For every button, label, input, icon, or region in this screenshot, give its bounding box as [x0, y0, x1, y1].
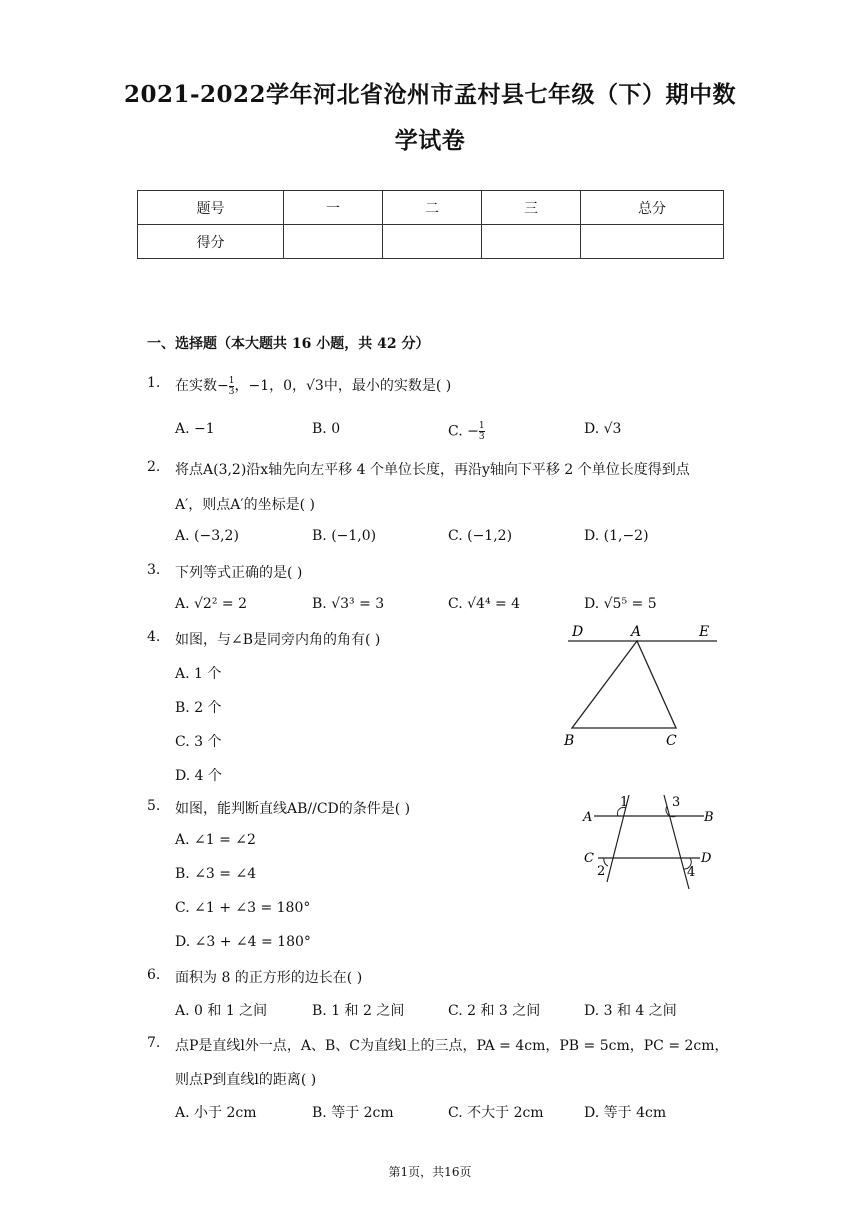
- label-3: 3: [672, 795, 681, 810]
- fraction: [479, 421, 485, 442]
- option-a[interactable]: A. (−3,2): [175, 528, 239, 544]
- option-c[interactable]: [448, 421, 485, 442]
- score-header-cell: 三: [482, 191, 581, 225]
- option-c[interactable]: C. √4⁴ = 4: [448, 596, 521, 612]
- title-line-1: 2021-2022学年河北省沧州市孟村县七年级（下）期中数: [123, 81, 737, 108]
- question-text-part: ，−1，0，√3中，最小的实数是( ): [234, 378, 452, 394]
- option-a[interactable]: A. √2² = 2: [175, 596, 247, 612]
- score-table: [137, 190, 724, 259]
- option-c[interactable]: C. (−1,2): [448, 528, 513, 544]
- question-number: 6.: [147, 967, 161, 983]
- option-c[interactable]: C. 2 和 3 之间: [448, 1003, 541, 1019]
- option-a[interactable]: A. 小于 2cm: [175, 1105, 257, 1121]
- score-cell[interactable]: [482, 225, 581, 259]
- option-d[interactable]: D. ∠3 + ∠4 = 180°: [175, 934, 311, 950]
- option-a[interactable]: A. 0 和 1 之间: [175, 1003, 268, 1019]
- question-text: 点P是直线l外一点，A、B、C为直线l上的三点，PA = 4cm，PB = 5cm，PC = 2cm，: [175, 1038, 729, 1054]
- option-d[interactable]: D. √3: [584, 421, 622, 437]
- option-a[interactable]: A. ∠1 = ∠2: [175, 832, 256, 848]
- option-b[interactable]: B. 等于 2cm: [312, 1105, 394, 1121]
- question-number: 1.: [147, 375, 161, 391]
- label-2: 2: [597, 864, 606, 879]
- question-text: 下列等式正确的是( ): [175, 565, 303, 581]
- option-d[interactable]: D. 3 和 4 之间: [584, 1003, 677, 1019]
- label-c: C: [666, 733, 677, 749]
- option-a[interactable]: A. 1 个: [175, 666, 222, 682]
- option-d[interactable]: D. (1,−2): [584, 528, 649, 544]
- question-text: 将点A(3,2)沿x轴先向左平移 4 个单位长度，再沿y轴向下平移 2 个单位长度得到点: [175, 462, 690, 478]
- label-b: B: [564, 733, 575, 749]
- question-number: 5.: [147, 798, 161, 814]
- option-b[interactable]: B. √3³ = 3: [312, 596, 385, 612]
- title-line-2: 学试卷: [394, 127, 466, 154]
- section-heading: 一、选择题（本大题共 16 小题，共 42 分）: [147, 336, 430, 352]
- question-number: 2.: [147, 459, 161, 475]
- option-b[interactable]: B. 1 和 2 之间: [312, 1003, 405, 1019]
- question-text: 如图，能判断直线AB//CD的条件是( ): [175, 801, 411, 817]
- score-header-cell: 二: [383, 191, 482, 225]
- option-c[interactable]: C. 不大于 2cm: [448, 1105, 544, 1121]
- label-a: A: [583, 810, 593, 825]
- option-b[interactable]: B. 2 个: [175, 700, 222, 716]
- question-text: 面积为 8 的正方形的边长在( ): [175, 970, 363, 986]
- fraction-numerator: 1: [228, 375, 235, 386]
- label-c: C: [584, 851, 594, 866]
- score-header-cell: 题号: [138, 191, 284, 225]
- score-cell[interactable]: [383, 225, 482, 259]
- question-number: 3.: [147, 562, 161, 578]
- option-d[interactable]: D. 等于 4cm: [584, 1105, 667, 1121]
- score-header-cell: 总分: [581, 191, 724, 225]
- question-text: 如图，与∠B是同旁内角的角有( ): [175, 632, 381, 648]
- option-c[interactable]: C. 3 个: [175, 734, 222, 750]
- question-text-part: 在实数−: [175, 378, 229, 394]
- score-table-header-row: [138, 191, 724, 225]
- parallel-lines-figure: [580, 792, 720, 892]
- label-d: D: [701, 851, 712, 866]
- score-table-score-row: [138, 225, 724, 259]
- fraction-denominator: 3: [478, 432, 485, 442]
- score-row-label: 得分: [138, 225, 284, 259]
- label-a: A: [631, 624, 642, 640]
- label-b: B: [704, 810, 714, 825]
- question-text: [175, 375, 451, 397]
- page-footer: 第1页，共16页: [388, 1165, 472, 1179]
- label-4: 4: [687, 865, 696, 880]
- option-d[interactable]: D. 4 个: [175, 768, 222, 784]
- option-a[interactable]: A. −1: [175, 421, 215, 437]
- option-text: C. −: [448, 423, 479, 440]
- question-number: 4.: [147, 629, 161, 645]
- fraction-denominator: 3: [228, 386, 235, 397]
- option-c[interactable]: C. ∠1 + ∠3 = 180°: [175, 900, 311, 916]
- score-header-cell: 一: [284, 191, 383, 225]
- triangle-figure: [560, 620, 725, 755]
- score-cell[interactable]: [284, 225, 383, 259]
- question-text-line-2: A′，则点A′的坐标是( ): [175, 497, 315, 513]
- question-text-line-2: 则点P到直线l的距离( ): [175, 1072, 317, 1088]
- option-b[interactable]: B. (−1,0): [312, 528, 377, 544]
- option-b[interactable]: B. ∠3 = ∠4: [175, 866, 257, 882]
- score-cell[interactable]: [581, 225, 724, 259]
- label-e: E: [699, 624, 710, 640]
- option-b[interactable]: B. 0: [312, 421, 341, 437]
- fraction-numerator: 1: [478, 421, 485, 431]
- question-number: 7.: [147, 1035, 161, 1051]
- option-d[interactable]: D. √5⁵ = 5: [584, 596, 657, 612]
- label-d: D: [572, 624, 584, 640]
- label-1: 1: [620, 795, 629, 810]
- triangle-abc: [572, 641, 676, 728]
